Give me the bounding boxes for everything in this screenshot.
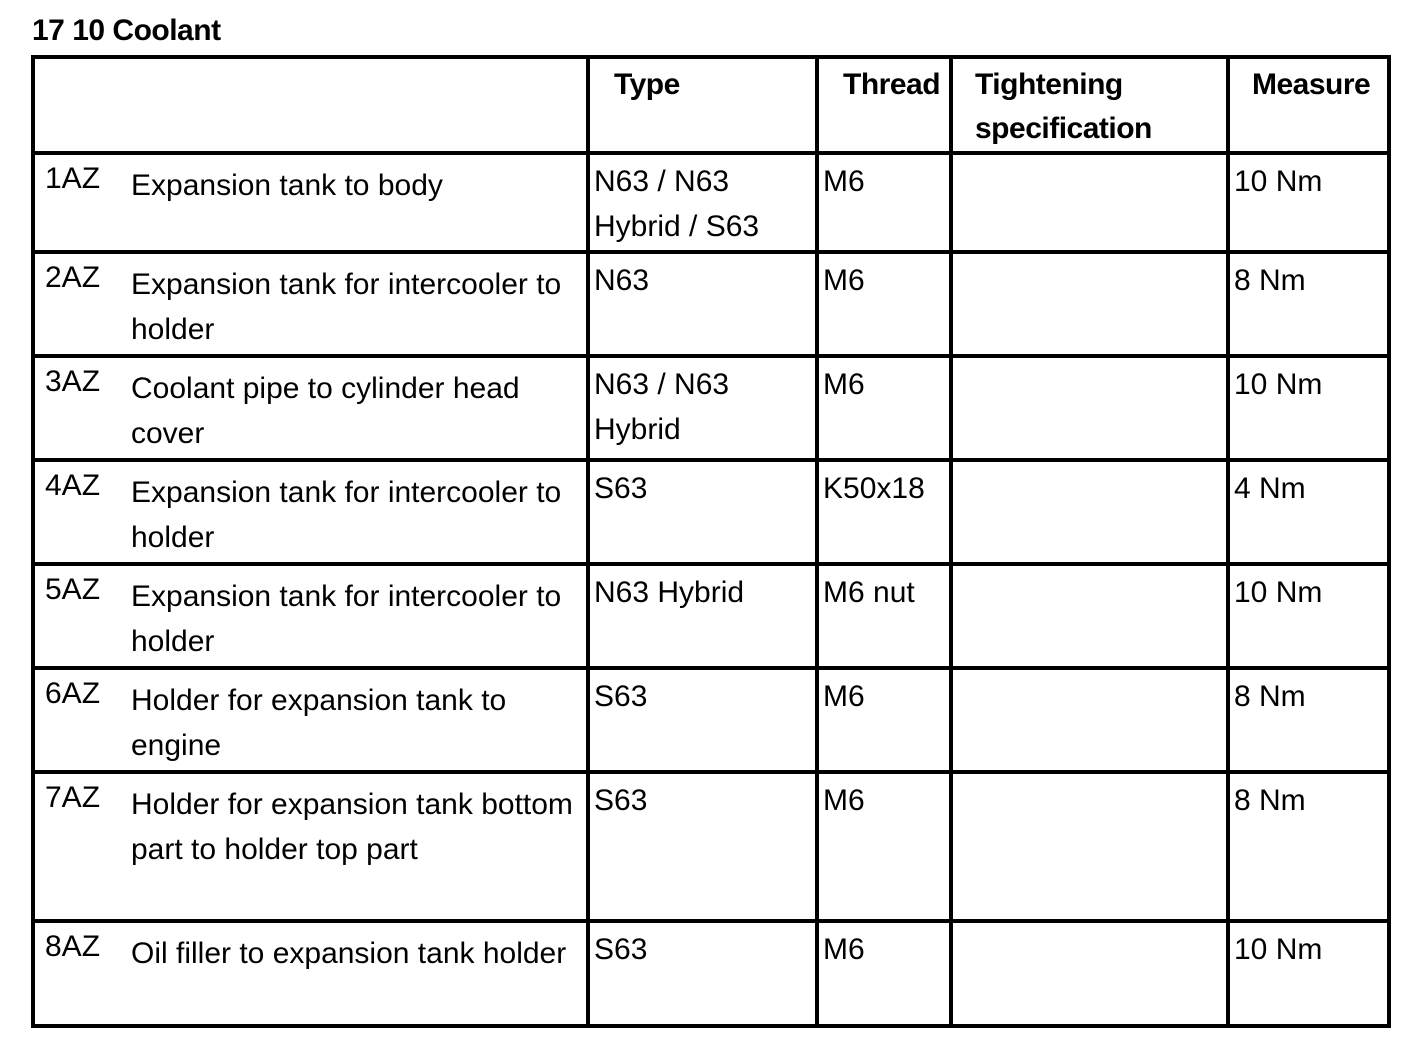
item-code: 7AZ: [45, 781, 101, 814]
thread-value: M6: [823, 784, 865, 817]
table-row: [33, 772, 1389, 921]
thread-cell: [817, 252, 951, 356]
item-description: Expansion tank for intercooler to holder: [131, 268, 562, 346]
tightening-spec-value: [953, 155, 1226, 159]
header-type: Type: [588, 57, 817, 153]
thread-cell: [817, 564, 951, 668]
header-thread: Thread: [817, 57, 951, 153]
measure-value: 10 Nm: [1234, 576, 1323, 609]
thread-value: M6: [823, 165, 865, 198]
table-row: [33, 356, 1389, 460]
measure-cell: [1228, 356, 1389, 460]
tightening-spec-cell: [951, 564, 1228, 668]
item-cell: [33, 564, 588, 668]
tightening-spec-value: [953, 774, 1226, 778]
measure-cell: [1228, 668, 1389, 772]
tightening-spec-cell: [951, 356, 1228, 460]
thread-value: M6 nut: [823, 576, 915, 609]
item-cell: [33, 252, 588, 356]
tightening-spec-value: [953, 566, 1226, 570]
tightening-spec-cell: [951, 460, 1228, 564]
type-cell: [588, 564, 817, 668]
item-cell: [33, 460, 588, 564]
thread-cell: [817, 668, 951, 772]
measure-value: 10 Nm: [1234, 165, 1323, 198]
tightening-spec-cell: [951, 153, 1228, 252]
item-description: Oil filler to expansion tank holder: [131, 937, 567, 970]
item-cell: [33, 921, 588, 1026]
measure-value: 4 Nm: [1234, 472, 1306, 505]
coolant-spec-table: [31, 55, 1391, 1028]
item-description: Coolant pipe to cylinder head cover: [131, 372, 520, 450]
table-header-row: [33, 57, 1389, 153]
thread-value: K50x18: [823, 472, 925, 505]
thread-cell: [817, 356, 951, 460]
tightening-spec-value: [953, 462, 1226, 466]
header-tightening-specification: Tightening specification: [951, 57, 1228, 153]
item-code: 8AZ: [45, 930, 101, 963]
tightening-spec-cell: [951, 252, 1228, 356]
measure-value: 8 Nm: [1234, 784, 1306, 817]
thread-cell: [817, 460, 951, 564]
thread-value: M6: [823, 933, 865, 966]
measure-cell: [1228, 153, 1389, 252]
item-description: Expansion tank to body: [131, 169, 443, 202]
type-cell: [588, 772, 817, 921]
tightening-spec-value: [953, 358, 1226, 362]
table-row: [33, 668, 1389, 772]
page-title: 17 10 Coolant: [32, 14, 221, 47]
type-cell: [588, 153, 817, 252]
item-code: 2AZ: [45, 261, 101, 294]
item-description: Holder for expansion tank to engine: [131, 684, 507, 762]
thread-value: M6: [823, 264, 865, 297]
header-measure: Measure: [1228, 57, 1389, 153]
header-item: [33, 57, 588, 153]
measure-cell: [1228, 921, 1389, 1026]
item-cell: [33, 772, 588, 921]
item-code: 3AZ: [45, 365, 101, 398]
measure-value: 10 Nm: [1234, 368, 1323, 401]
type-cell: [588, 921, 817, 1026]
thread-cell: [817, 153, 951, 252]
measure-value: 10 Nm: [1234, 933, 1323, 966]
type-cell: [588, 668, 817, 772]
tightening-spec-cell: [951, 668, 1228, 772]
item-cell: [33, 153, 588, 252]
type-value: N63 / N63 Hybrid: [594, 368, 730, 446]
table-row: [33, 252, 1389, 356]
tightening-spec-cell: [951, 921, 1228, 1026]
type-value: S63: [594, 472, 648, 505]
type-value: S63: [594, 784, 648, 817]
tightening-spec-cell: [951, 772, 1228, 921]
measure-value: 8 Nm: [1234, 680, 1306, 713]
thread-cell: [817, 772, 951, 921]
table-row: [33, 921, 1389, 1026]
type-value: S63: [594, 680, 648, 713]
item-description: Expansion tank for intercooler to holder: [131, 476, 562, 554]
measure-cell: [1228, 252, 1389, 356]
thread-value: M6: [823, 680, 865, 713]
measure-value: 8 Nm: [1234, 264, 1306, 297]
type-cell: [588, 460, 817, 564]
measure-cell: [1228, 460, 1389, 564]
item-cell: [33, 668, 588, 772]
thread-value: M6: [823, 368, 865, 401]
item-description: Expansion tank for intercooler to holder: [131, 580, 562, 658]
item-code: 4AZ: [45, 469, 101, 502]
item-code: 1AZ: [45, 162, 101, 195]
type-cell: [588, 252, 817, 356]
measure-cell: [1228, 772, 1389, 921]
tightening-spec-value: [953, 670, 1226, 674]
tightening-spec-value: [953, 254, 1226, 258]
type-value: N63 Hybrid: [594, 576, 745, 609]
type-value: N63 / N63 Hybrid / S63: [594, 165, 760, 243]
table-row: [33, 460, 1389, 564]
type-value: S63: [594, 933, 648, 966]
type-value: N63: [594, 264, 650, 297]
measure-cell: [1228, 564, 1389, 668]
item-code: 6AZ: [45, 677, 101, 710]
item-description: Holder for expansion tank bottom part to holder top part: [131, 788, 573, 866]
table-row: [33, 153, 1389, 252]
table-row: [33, 564, 1389, 668]
type-cell: [588, 356, 817, 460]
item-code: 5AZ: [45, 573, 101, 606]
tightening-spec-value: [953, 923, 1226, 927]
item-cell: [33, 356, 588, 460]
thread-cell: [817, 921, 951, 1026]
